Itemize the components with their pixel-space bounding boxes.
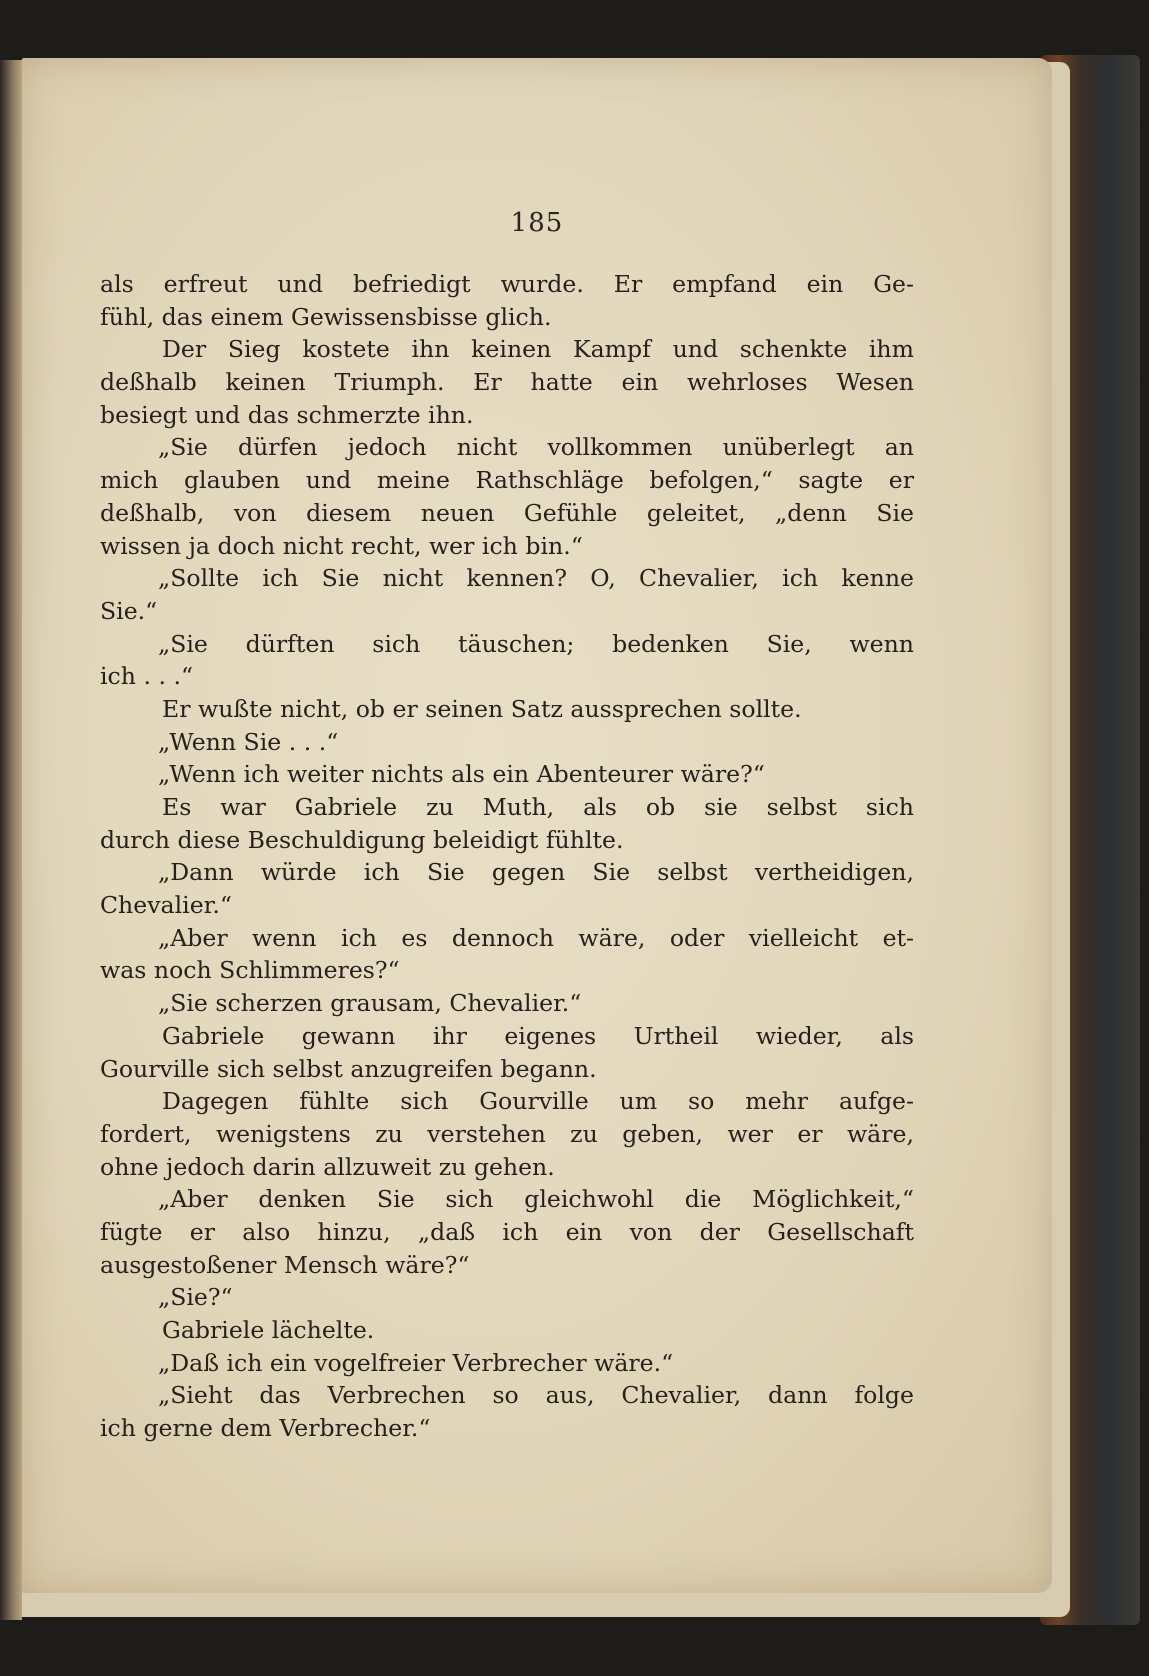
- book-spine-edge: [0, 60, 22, 1620]
- text-line: „Daß ich ein vogelfreier Verbrecher wäre.“: [158, 1348, 674, 1377]
- text-line: Der Sieg kostete ihn keinen Kampf und schenkte ihm: [162, 335, 914, 364]
- text-line: wissen ja doch nicht recht, wer ich bin.“: [100, 531, 583, 560]
- text-line: ich gerne dem Verbrecher.“: [100, 1414, 431, 1443]
- text-line: „Sie?“: [158, 1283, 233, 1312]
- text-line: „Wenn Sie . . .“: [158, 727, 339, 756]
- text-line: deßhalb keinen Triumph. Er hatte ein wehrloses Wesen: [100, 368, 914, 397]
- text-line: Gabriele gewann ihr eigenes Urtheil wieder, als: [162, 1021, 914, 1050]
- text-line: Es war Gabriele zu Muth, als ob sie selbst sich: [162, 793, 914, 821]
- text-line: fühl, das einem Gewissensbisse glich.: [100, 302, 552, 331]
- text-line: fordert, wenigstens zu verstehen zu geben, wer er wäre,: [100, 1119, 914, 1148]
- text-line: was noch Schlimmeres?“: [100, 956, 400, 985]
- text-line: mich glauben und meine Rathschläge befolgen,“ sagte er: [100, 466, 914, 495]
- text-line: „Wenn ich weiter nichts als ein Abenteurer wäre?“: [158, 760, 765, 789]
- text-line: Er wußte nicht, ob er seinen Satz aussprechen sollte.: [162, 694, 802, 723]
- text-line: besiegt und das schmerzte ihn.: [100, 400, 474, 429]
- text-line: „Dann würde ich Sie gegen Sie selbst vertheidigen,: [158, 858, 914, 887]
- text-line: Dagegen fühlte sich Gourville um so mehr aufge-: [162, 1087, 914, 1116]
- text-line: deßhalb, von diesem neuen Gefühle geleitet, „denn Sie: [100, 498, 914, 527]
- text-line: ohne jedoch darin allzuweit zu gehen.: [100, 1152, 555, 1181]
- book-page: [22, 58, 1052, 1593]
- text-line: fügte er also hinzu, „daß ich ein von der Gesellschaft: [100, 1217, 914, 1246]
- page-number: 185: [510, 208, 564, 238]
- text-line: ausgestoßener Mensch wäre?“: [100, 1250, 470, 1279]
- text-line: Gabriele lächelte.: [162, 1316, 375, 1344]
- body-text: [100, 268, 914, 1445]
- text-line: „Aber wenn ich es dennoch wäre, oder vielleicht et-: [158, 923, 914, 952]
- text-line: Sie.“: [100, 596, 158, 625]
- text-line: „Sollte ich Sie nicht kennen? O, Chevalier, ich kenne: [158, 564, 914, 593]
- text-line: Gourville sich selbst anzugreifen begann.: [100, 1054, 597, 1083]
- text-line: „Sie scherzen grausam, Chevalier.“: [158, 989, 582, 1018]
- text-line: durch diese Beschuldigung beleidigt fühlte.: [100, 825, 624, 854]
- text-line: „Sieht das Verbrechen so aus, Chevalier, dann folge: [158, 1381, 914, 1410]
- text-line: „Sie dürfen jedoch nicht vollkommen unüberlegt an: [158, 433, 914, 462]
- text-line: als erfreut und befriedigt wurde. Er empfand ein Ge-: [100, 270, 914, 298]
- text-line: ich . . .“: [100, 662, 194, 691]
- text-line: „Sie dürften sich täuschen; bedenken Sie, wenn: [158, 629, 914, 658]
- text-line: Chevalier.“: [100, 891, 232, 920]
- text-line: „Aber denken Sie sich gleichwohl die Möglichkeit,“: [158, 1185, 914, 1214]
